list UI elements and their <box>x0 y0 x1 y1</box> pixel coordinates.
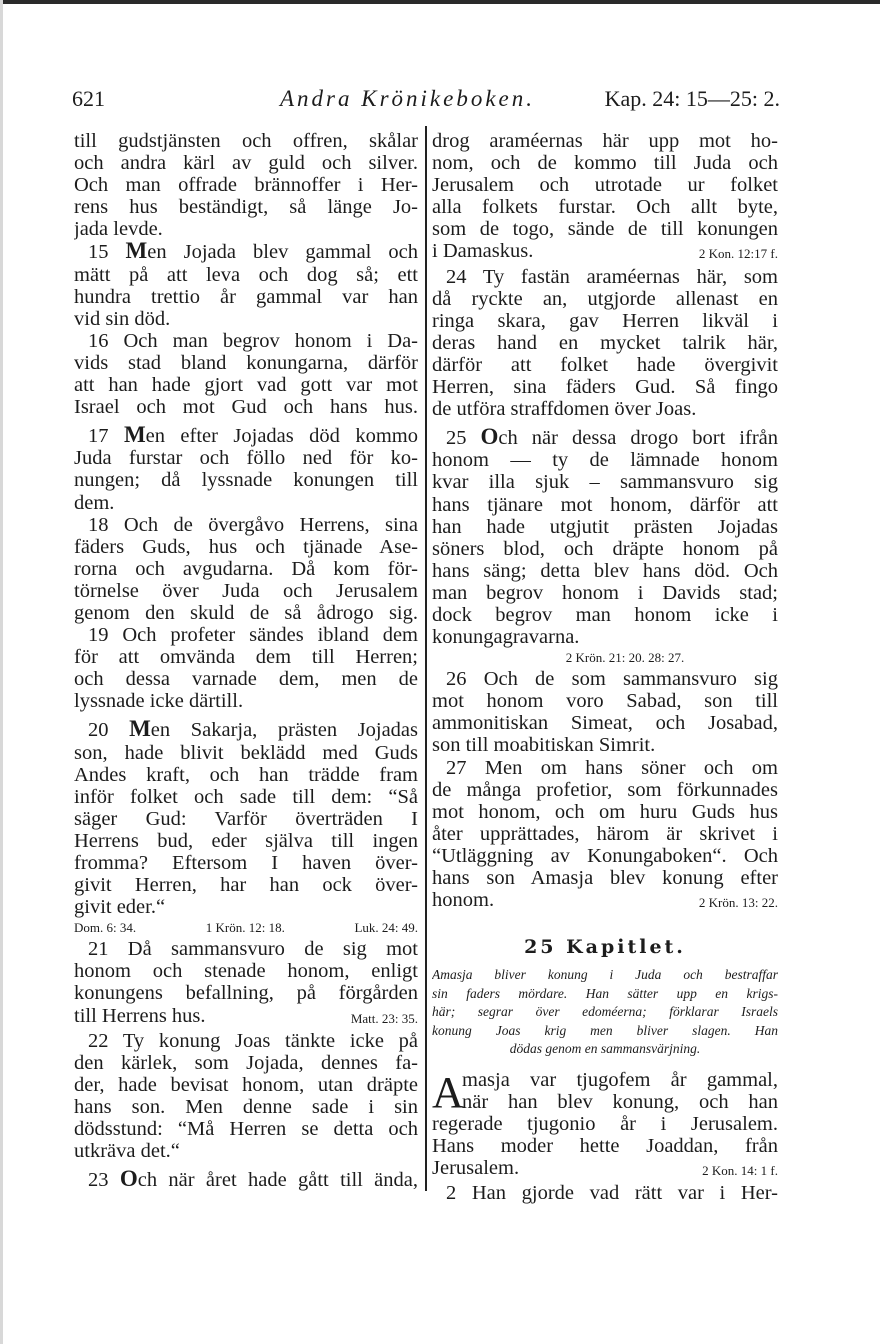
text-line: honom — ty de lämnade honom <box>432 449 778 472</box>
text-line: regerade tjugonio år i Jerusalem. <box>432 1112 778 1135</box>
text-line: givit Herren, har han ock över- <box>74 874 418 897</box>
text-line: vids stad bland konungarna, därför <box>74 351 418 374</box>
verse-17-start <box>74 424 418 447</box>
verse-initial: O <box>480 426 499 450</box>
cross-reference: Matt. 23: 35. <box>350 1010 418 1026</box>
text-line: konungens befallning, på förgården <box>74 982 418 1005</box>
text-line: son, hade blivit beklädd med Guds <box>74 741 418 764</box>
cross-reference: 2 Kon. 12:17 f. <box>698 246 778 262</box>
text-line: hans säng; detta blev hans död. Och <box>432 559 778 582</box>
text-line: nom, och de kommo till Juda och <box>432 152 778 175</box>
text-line: deras hand en mycket talrik här, <box>432 331 778 354</box>
cross-reference: 2 Kon. 14: 1 f. <box>702 1163 778 1179</box>
text-line <box>432 1157 778 1182</box>
text-line: man begrov honom i Davids stad; <box>432 581 778 604</box>
text-line: Jerusalem och utrotade ur folket <box>432 174 778 197</box>
verse-2-start: 2 Han gjorde vad rätt var i Her- <box>446 1182 778 1205</box>
summary-line: dödas genom en sammansvärjning. <box>509 1041 701 1057</box>
verse-26-start: 26 Och de som sammansvuro sig <box>446 668 778 691</box>
text-line: rorna och avgudarna. Då kom för- <box>74 557 418 580</box>
verse-initial: M <box>129 718 151 742</box>
text-line: Juda furstar och föllo ned för ko- <box>74 447 418 470</box>
text-line: utkräva det.“ <box>74 1140 180 1163</box>
text-line: hundra trettio år gammal var han <box>74 285 418 308</box>
summary-line: Amasja bliver konung i Juda och bestraffar <box>432 967 778 983</box>
cross-reference: 1 Krön. 12: 18. <box>205 920 285 936</box>
text-line: nungen; då lyssnade konungen till <box>74 469 418 492</box>
verse-initial: O <box>119 1168 138 1192</box>
text-line: mot honom, och om huru Guds hus <box>432 800 778 823</box>
text-line: den kärlek, som Jojada, dennes fa- <box>74 1051 418 1074</box>
text-line: jada levde. <box>74 218 163 241</box>
text-line: konungagravarna. <box>432 626 580 649</box>
text-line: mot honom voro Sabad, son till <box>432 690 778 713</box>
verse-21-start: 21 Då sammansvuro de sig mot <box>88 938 418 961</box>
chapter-reference: Kap. 24: 15—25: 2. <box>604 86 780 111</box>
verse-initial: M <box>123 424 146 448</box>
text-line: Hans moder hette Joaddan, från <box>432 1135 778 1158</box>
text-line: hans son Amasja blev konung efter <box>432 867 778 889</box>
text-line: Herren, sina fäders Gud. Så fingo <box>432 376 778 399</box>
text-line: der, hade bevisat honom, utan dräpte <box>74 1073 418 1096</box>
summary-line: här; segrar över edoméerna; förklarar Israels <box>432 1004 778 1020</box>
text-line: givit eder.“ <box>74 896 166 919</box>
text-line: när han blev konung, och han <box>462 1090 778 1113</box>
verse-text: i Damaskus. <box>432 240 534 263</box>
verse-number: 20 <box>88 719 109 742</box>
verse-text: Jerusalem. <box>432 1157 520 1180</box>
verse-22-start: 22 Ty konung Joas tänkte icke på <box>88 1029 418 1052</box>
verse-text: ch när året hade gått till ända, <box>137 1169 418 1192</box>
text-line: honom och stenade honom, enligt <box>74 960 418 983</box>
verse-25-start <box>432 426 778 449</box>
text-line: drog araméernas här upp mot ho- <box>432 130 778 152</box>
verse-text: en efter Jojadas död kommo <box>145 425 418 448</box>
cross-reference: Luk. 24: 49. <box>354 920 418 936</box>
text-line: åter upprättades, härom är skrivet i <box>432 822 778 845</box>
cross-reference: Dom. 6: 34. <box>74 920 137 936</box>
text-line: de utföra straffdomen över Joas. <box>432 398 697 421</box>
text-line <box>432 889 778 914</box>
text-line: Israel och mot Gud och hans hus. <box>74 396 418 419</box>
verse-initial: M <box>125 240 148 264</box>
text-line: alla folkets furstar. Och allt byte, <box>432 196 778 219</box>
scan-edge <box>0 0 880 4</box>
text-line: inför folket och sade till dem: “Så <box>74 785 418 808</box>
column-divider <box>425 126 427 1191</box>
verse-number: 23 <box>88 1169 109 1192</box>
text-line: masja var tjugofem år gammal, <box>462 1068 778 1091</box>
summary-line: sin faders mördare. Han sätter upp en krigs- <box>432 985 778 1001</box>
text-line: dödsstund: “Må Herren se detta och <box>74 1118 418 1141</box>
text-line: ammonitiskan Simeat, och Josabad, <box>432 712 778 735</box>
cross-references <box>74 918 418 938</box>
text-line: “Utläggning av Konungaboken“. Och <box>432 844 778 867</box>
text-line: de många profetior, som förkunnades <box>432 778 778 801</box>
cross-reference: 2 Krön. 13: 22. <box>698 895 778 911</box>
text-line: fromma? Eftersom I haven över- <box>74 852 418 874</box>
text-line: fäders Guds, hus och tjänade Ase- <box>74 535 418 558</box>
text-line: rens hus beständigt, så länge Jo- <box>74 196 418 219</box>
verse-24-start: 24 Ty fastän araméernas här, som <box>446 265 778 288</box>
text-line: söners blod, och dräpte honom på <box>432 537 778 560</box>
text-line: son till moabitiskan Simrit. <box>432 734 656 757</box>
cross-reference: 2 Krön. 21: 20. 28: 27. <box>565 650 685 666</box>
verse-text: till Herrens hus. <box>74 1004 206 1027</box>
text-line <box>432 240 778 265</box>
verse-16-start: 16 Och man begrov honom i Da- <box>88 329 418 352</box>
text-line: säger Gud: Varför överträden I <box>74 807 418 830</box>
text-line: därför att folket hade övergivit <box>432 353 778 376</box>
verse-text: honom. <box>432 889 495 912</box>
verse-number: 17 <box>88 425 109 448</box>
text-line: genom den skuld de så ådrogo sig. <box>74 601 418 624</box>
text-line: Herrens bud, eder själva till ingen <box>74 829 418 852</box>
text-line: hans tjänare mot honom, därför att <box>432 493 778 516</box>
book-title: Andra Krönikeboken. <box>280 86 536 111</box>
text-line: törnelse över Juda och Jerusalem <box>74 579 418 602</box>
verse-19-start: 19 Och profeter sändes ibland dem <box>88 624 418 647</box>
text-line: ringa skara, gav Herren likväl i <box>432 309 778 332</box>
verse-text: ch när dessa drogo bort ifrån <box>498 427 778 450</box>
verse-number: 25 <box>446 427 467 450</box>
text-line: då ryckte an, utgjorde allenast en <box>432 287 778 310</box>
chapter-25-verse-1 <box>432 1069 778 1205</box>
drop-cap: A <box>432 1067 464 1117</box>
right-column <box>432 130 778 1204</box>
text-line: lyssnade icke därtill. <box>74 690 244 713</box>
scan-margin <box>0 0 3 1344</box>
verse-text: en Sakarja, prästen Jojadas <box>150 719 418 742</box>
text-line: kvar illa sjuk – sammansvuro sig <box>432 471 778 494</box>
verse-text: en Jojada blev gammal och <box>147 241 418 264</box>
text-line: och andra kärl av guld och silver. <box>74 152 418 175</box>
text-line: för att omvända dem till Herren; <box>74 646 418 669</box>
chapter-summary <box>432 966 778 1059</box>
text-line: Och man offrade brännoffer i Her- <box>74 174 418 197</box>
summary-line: konung Joas krig men bliver slagen. Han <box>432 1022 778 1038</box>
text-line: hans son. Men denne sade i sin <box>74 1095 418 1118</box>
text-line: vid sin död. <box>74 307 171 330</box>
text-line: mätt på att leva och dog så; ett <box>74 263 418 286</box>
left-column <box>74 130 418 1191</box>
chapter-heading: 25 Kapitlet. <box>524 936 686 959</box>
verse-20-start <box>74 718 418 741</box>
text-line <box>74 1005 418 1030</box>
text-line: att han hade gjort vad gott var mot <box>74 374 418 397</box>
text-line: och dessa varnade dem, men de <box>74 668 418 691</box>
page-number: 621 <box>72 86 105 111</box>
page-header <box>72 86 780 122</box>
verse-27-start: 27 Men om hans söner och om <box>446 756 778 779</box>
verse-15-start <box>74 240 418 263</box>
verse-23-start <box>74 1168 418 1191</box>
verse-18-start: 18 Och de övergåvo Herrens, sina <box>88 513 418 536</box>
verse-number: 15 <box>88 241 109 264</box>
text-line: dock begrov man honom icke i <box>432 603 778 626</box>
text-line: dem. <box>74 491 115 514</box>
text-line: som de togo, sände de till konungen <box>432 218 778 241</box>
text-line: Andes kraft, och han trädde fram <box>74 763 418 786</box>
text-line: till gudstjänsten och offren, skålar <box>74 130 418 152</box>
text-line: han hade utgjutit prästen Jojadas <box>432 515 778 538</box>
